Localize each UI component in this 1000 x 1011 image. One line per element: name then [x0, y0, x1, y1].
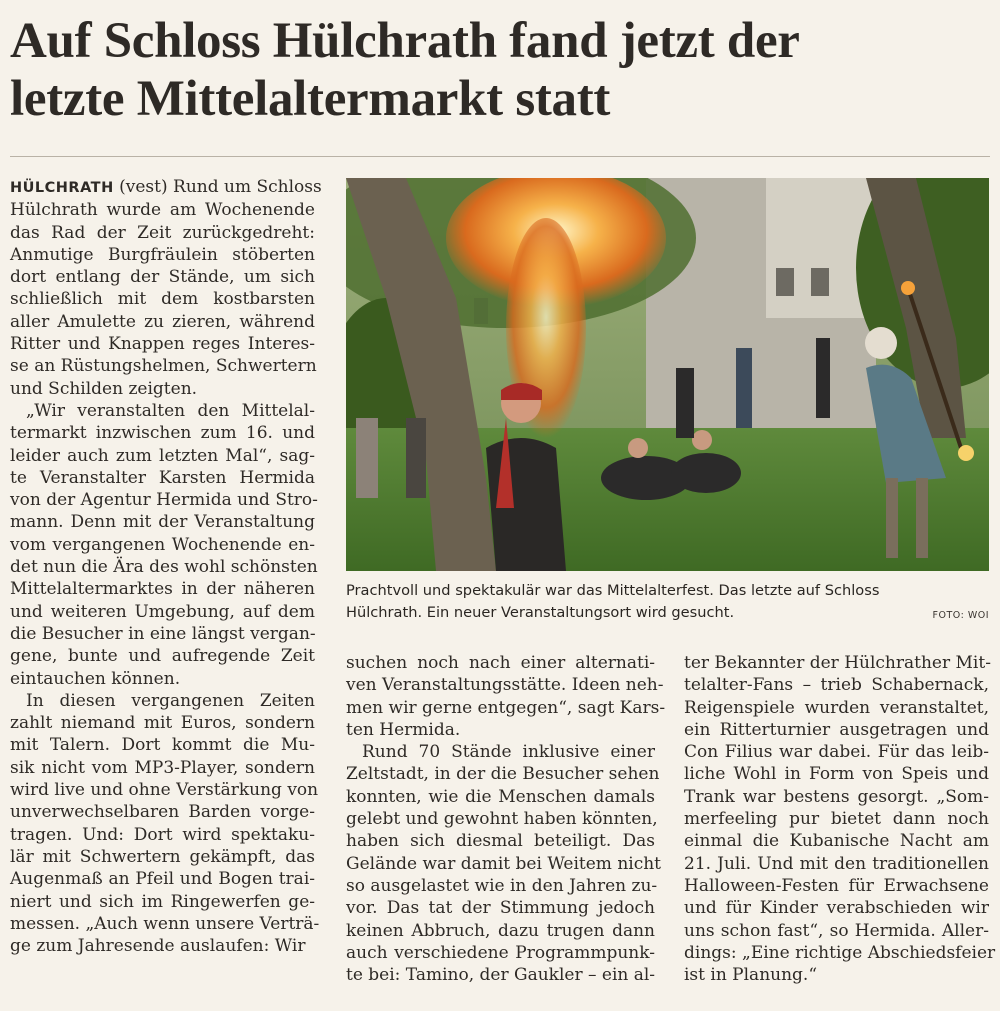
text-line: Zeltstadt, in der die Besucher sehen	[346, 764, 660, 785]
text-line: vom vergangenen Wochenende en-	[10, 534, 315, 555]
article-column-2	[346, 652, 666, 986]
headline-line-1: Auf Schloss Hülchrath fand jetzt der	[10, 13, 800, 69]
text-line: messen. „Auch wenn unsere Verträ-	[10, 913, 320, 934]
text-line: se an Rüstungshelmen, Schwertern	[10, 356, 317, 377]
text-line: ten Hermida.	[346, 719, 461, 740]
text-line: sik nicht vom MP3-Player, sondern	[10, 757, 315, 778]
fire-performer-photo	[346, 178, 989, 571]
text-line: uns schon fast“, so Hermida. Aller-	[684, 920, 989, 941]
text-line: aller Amulette zu zieren, während	[10, 311, 315, 332]
text-line: die Besucher in eine längst vergan-	[10, 623, 316, 644]
caption-line-1: Prachtvoll und spektakulär war das Mittelalterfest. Das letzte auf Schloss	[346, 582, 880, 599]
text-line: mit Talern. Dort kommt die Mu-	[10, 735, 315, 756]
text-line: lär mit Schwertern gekämpft, das	[10, 846, 315, 867]
text-line: und für Kinder verabschieden wir	[684, 898, 989, 919]
text-line: auch verschiedene Programmpunk-	[346, 942, 655, 963]
photo-credit: FOTO: WOI	[932, 610, 989, 621]
text-line: Ritter und Knappen reges Interes-	[10, 334, 315, 355]
article-photo	[346, 178, 989, 571]
text-line: zahlt niemand mit Euros, sondern	[10, 713, 315, 734]
text-line: dings: „Eine richtige Abschiedsfeier	[684, 942, 996, 963]
article-column-1	[10, 176, 322, 957]
text-line: mann. Denn mit der Veranstaltung	[10, 512, 315, 533]
text-line: einmal die Kubanische Nacht am	[684, 831, 989, 852]
text-line: keinen Abbruch, dazu trugen dann	[346, 920, 655, 941]
headline-line-2: letzte Mittelaltermarkt statt	[10, 71, 611, 127]
text-line: Reigenspiele wurden veranstaltet,	[684, 697, 989, 718]
text-line: wird live und ohne Verstärkung von	[10, 780, 319, 801]
text-line: dort entlang der Stände, um sich	[10, 267, 315, 288]
text-line	[10, 176, 322, 199]
text-line: „Wir veranstalten den Mittelal-	[26, 400, 315, 421]
text-line: haben sich diesmal beteiligt. Das	[346, 831, 655, 852]
text-line: eintauchen können.	[10, 668, 181, 689]
headline-rule	[10, 156, 990, 157]
text-line: Rund 70 Stände inklusive einer	[362, 742, 655, 763]
text-line: termarkt inzwischen zum 16. und	[10, 423, 315, 444]
text-line: gelebt und gewohnt haben könnten,	[346, 809, 658, 830]
text-line: Mittelaltermarktes in der näheren	[10, 579, 315, 600]
text-line: In diesen vergangenen Zeiten	[26, 690, 315, 711]
text-line: konnten, wie die Menschen damals	[346, 786, 655, 807]
text-line: Halloween-Festen für Erwachsene	[684, 875, 989, 896]
caption-line-2: Hülchrath. Ein neuer Veranstaltungsort wird gesucht.	[346, 604, 735, 621]
text-line: merfeeling pur bietet dann noch	[684, 809, 989, 830]
text-line: men wir gerne entgegen“, sagt Kars-	[346, 697, 666, 718]
text-line: Con Filius war dabei. Für das leib-	[684, 742, 989, 763]
text-line: gene, bunte und aufregende Zeit	[10, 646, 315, 667]
article-column-3	[684, 652, 996, 986]
text-line: ein Ritterturnier ausgetragen und	[684, 719, 989, 740]
text-line: das Rad der Zeit zurückgedreht:	[10, 222, 315, 243]
headline	[10, 12, 990, 128]
text-line: ge zum Jahresende auslaufen: Wir	[10, 936, 306, 957]
text-line: suchen noch nach einer alternati-	[346, 653, 655, 673]
text-line-rest: (vest) Rund um Schloss	[119, 177, 322, 197]
dateline: HÜLCHRATH	[10, 180, 114, 196]
text-line: Gelände war damit bei Weitem nicht	[346, 853, 662, 874]
text-line: tragen. Und: Dort wird spektaku-	[10, 824, 315, 845]
text-line: unverwechselbaren Barden vorge-	[10, 802, 315, 823]
text-line: so ausgelastet wie in den Jahren zu-	[346, 875, 658, 896]
text-line: telalter-Fans – trieb Schabernack,	[684, 675, 989, 696]
text-line: von der Agentur Hermida und Stro-	[10, 490, 318, 511]
text-line: 21. Juli. Und mit den traditionellen	[684, 853, 989, 874]
text-line: ven Veranstaltungsstätte. Ideen neh-	[346, 675, 664, 696]
text-line: te Veranstalter Karsten Hermida	[10, 467, 315, 488]
text-line: Hülchrath wurde am Wochenende	[10, 200, 315, 221]
text-line: ter Bekannter der Hülchrather Mit-	[684, 653, 991, 673]
photo-caption	[346, 580, 989, 624]
text-line: niert und sich im Ringewerfen ge-	[10, 891, 315, 912]
text-line: vor. Das tat der Stimmung jedoch	[346, 898, 655, 919]
text-line: det nun die Ära des wohl schönsten	[10, 557, 318, 578]
text-line: te bei: Tamino, der Gaukler – ein al-	[346, 965, 656, 986]
text-line: liche Wohl in Form von Speis und	[684, 764, 989, 785]
text-line: ist in Planung.“	[684, 965, 818, 986]
text-line: Anmutige Burgfräulein stöberten	[10, 244, 315, 265]
text-line: und weiteren Umgebung, auf dem	[10, 601, 315, 622]
text-line: schließlich mit dem kostbarsten	[10, 289, 315, 310]
text-line: Augenmaß an Pfeil und Bogen trai-	[10, 869, 315, 890]
text-line: Trank war bestens gesorgt. „Som-	[684, 786, 989, 807]
text-line: und Schilden zeigten.	[10, 378, 198, 399]
text-line: leider auch zum letzten Mal“, sag-	[10, 445, 315, 466]
